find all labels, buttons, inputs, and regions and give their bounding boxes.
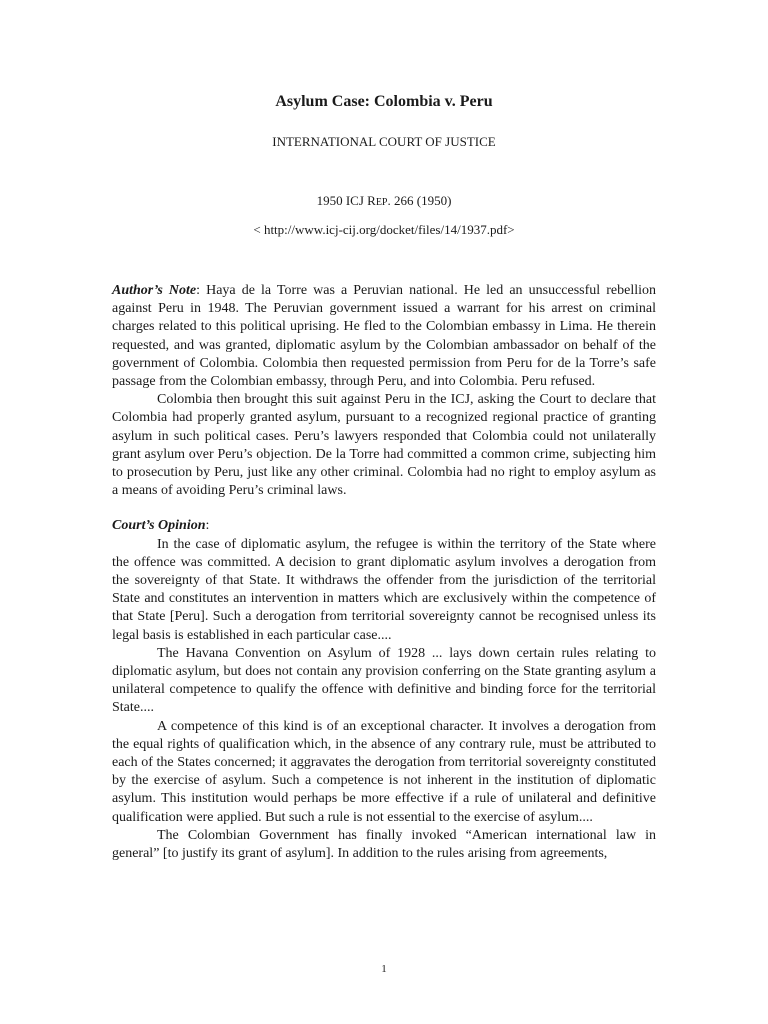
- citation-suffix: . 266 (1950): [387, 193, 452, 208]
- citation-prefix: 1950 ICJ R: [316, 193, 376, 208]
- case-citation: [0, 193, 768, 209]
- section-gap: [112, 500, 656, 517]
- opinion-paragraph-4: The Colombian Government has finally invoked “American international law in general” [to justify its grant of asylum]. In addition to the rules arising from agreements,: [112, 827, 656, 862]
- authors-note-paragraph-2: Colombia then brought this suit against Peru in the ICJ, asking the Court to declare that Colombia had properly granted asylum, pursuant to a recognized regional practice of granting asylum in such political cases. Peru’s lawyers responded that Colombia could not unilaterally grant asylum over Peru’s objection. De la Torre had committed a common crime, subjecting him to prosecution by Peru, just like any other criminal. Colombia had no right to employ asylum as a means of avoiding Peru’s criminal laws.: [112, 392, 656, 499]
- authors-note-label: Author’s Note: [112, 283, 197, 298]
- body-text: [112, 282, 656, 863]
- opinion-paragraph-1: In the case of diplomatic asylum, the refugee is within the territory of the State where the offence was committed. A decision to grant diplomatic asylum involves a derogation from the sovereignty of that State. It withdraws the offender from the jurisdiction of the territorial State and constitutes an intervention in matters which are exclusively within the competence of that State [Peru]. Such a derogation from territorial sovereignty cannot be recognised unless its legal basis is established in each particular case....: [112, 536, 656, 643]
- page-number: 1: [381, 963, 387, 975]
- source-url: < http://www.icj-cij.org/docket/files/14/1937.pdf>: [253, 222, 515, 237]
- authors-note-text: Haya de la Torre was a Peruvian national. He led an unsuccessful rebellion against Peru in 1948. The Peruvian government issued a warrant for his arrest on criminal charges related to this political uprising. He fled to the Colombian embassy in Lima. He therein requested, and was granted, diplomatic asylum by the Colombian ambassador on behalf of the government of Colombia. Colombia then requested permission from Peru for de la Torre’s safe passage from the Colombian embassy, through Peru, and into Colombia. Peru refused.: [112, 283, 656, 390]
- citation-small-caps: EP: [375, 197, 388, 208]
- authors-note-paragraph: Author’s Note: Haya de la Torre was a Peruvian national. He led an unsuccessful rebellion against Peru in 1948. The Peruvian government issued a warrant for his arrest on criminal charges related to this political uprising. He fled to the Colombian embassy in Lima. He therein requested, and was granted, diplomatic asylum by the Colombian ambassador on behalf of the government of Colombia. Colombia then requested permission from Peru for de la Torre’s safe passage from the Colombian embassy, through Peru, and into Colombia. Peru refused.: [112, 283, 656, 390]
- court-name: INTERNATIONAL COURT OF JUSTICE: [272, 134, 496, 149]
- document-title: Asylum Case: Colombia v. Peru: [275, 93, 493, 110]
- opinion-paragraph-2: The Havana Convention on Asylum of 1928 ... lays down certain rules relating to diplomatic asylum, but does not contain any provision conferring on the State granting asylum a unilateral competence to qualify the offence with definitive and binding force for the territorial State....: [112, 645, 656, 716]
- opinion-label: Court’s Opinion: [112, 518, 206, 534]
- opinion-heading: Court’s Opinion:: [112, 518, 210, 534]
- opinion-paragraph-3: A competence of this kind is of an exceptional character. It involves a derogation from the equal rights of qualification which, in the absence of any contrary rule, must be attributed to each of the States concerned; it aggravates the derogation from territorial sovereignty constituted by the exercise of asylum. Such a competence is not inherent in the institution of diplomatic asylum. This institution would perhaps be more effective if a rule of unilateral and definitive qualification were applied. But such a rule is not essential to the exercise of asylum....: [112, 718, 656, 825]
